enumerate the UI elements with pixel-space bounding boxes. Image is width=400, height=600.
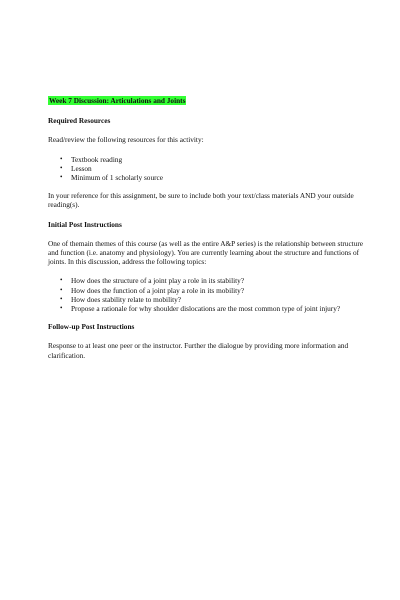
list-item (48, 286, 366, 295)
list-item-text: How does the function of a joint play a role in its mobility? (71, 285, 245, 295)
list-item (48, 173, 366, 182)
list-item-text: How does stability relate to mobility? (71, 294, 182, 304)
list-item-text: How does the structure of a joint play a role in its stability? (71, 276, 245, 286)
followup-post-text: Response to at least one peer or the instructor. Further the dialogue by providing more information and clarification. (48, 341, 349, 360)
required-resources-heading: Required Resources (48, 116, 111, 126)
list-item-text: Minimum of 1 scholarly source (71, 173, 164, 183)
list-item-text: Propose a rationale for why shoulder dislocations are the most common type of joint injury? (71, 304, 341, 314)
bullet-icon: • (60, 276, 63, 285)
bullet-icon: • (60, 163, 63, 172)
list-item (48, 155, 366, 164)
bullet-icon: • (60, 285, 63, 294)
bullet-icon: • (60, 304, 63, 313)
document-body (48, 96, 366, 370)
required-resources-note: In your reference for this assignment, be sure to include both your text/class materials AND your outside reading(s). (48, 191, 354, 210)
initial-post-section (48, 220, 366, 314)
initial-post-intro: One of themain themes of this course (as well as the entire A&P series) is the relationship between structure and function (i.e. anatomy and physiology). You are currently learning about the structure and functions of joints. In this discussion, address the following topics: (48, 238, 364, 267)
bullet-icon: • (60, 173, 63, 182)
followup-post-section (48, 322, 366, 360)
bullet-icon: • (60, 154, 63, 163)
followup-post-heading: Follow-up Post Instructions (48, 322, 135, 332)
required-resources-list (48, 155, 366, 183)
initial-post-heading: Initial Post Instructions (48, 219, 122, 229)
list-item (48, 276, 366, 285)
initial-post-topics-list (48, 276, 366, 313)
list-item (48, 164, 366, 173)
list-item (48, 304, 366, 313)
list-item-text: Textbook reading (71, 154, 123, 164)
required-resources-section (48, 116, 366, 209)
list-item (48, 295, 366, 304)
document-title: Week 7 Discussion: Articulations and Joints (49, 96, 186, 105)
list-item-text: Lesson (71, 163, 92, 173)
required-resources-intro: Read/review the following resources for this activity: (48, 135, 204, 145)
bullet-icon: • (60, 294, 63, 303)
